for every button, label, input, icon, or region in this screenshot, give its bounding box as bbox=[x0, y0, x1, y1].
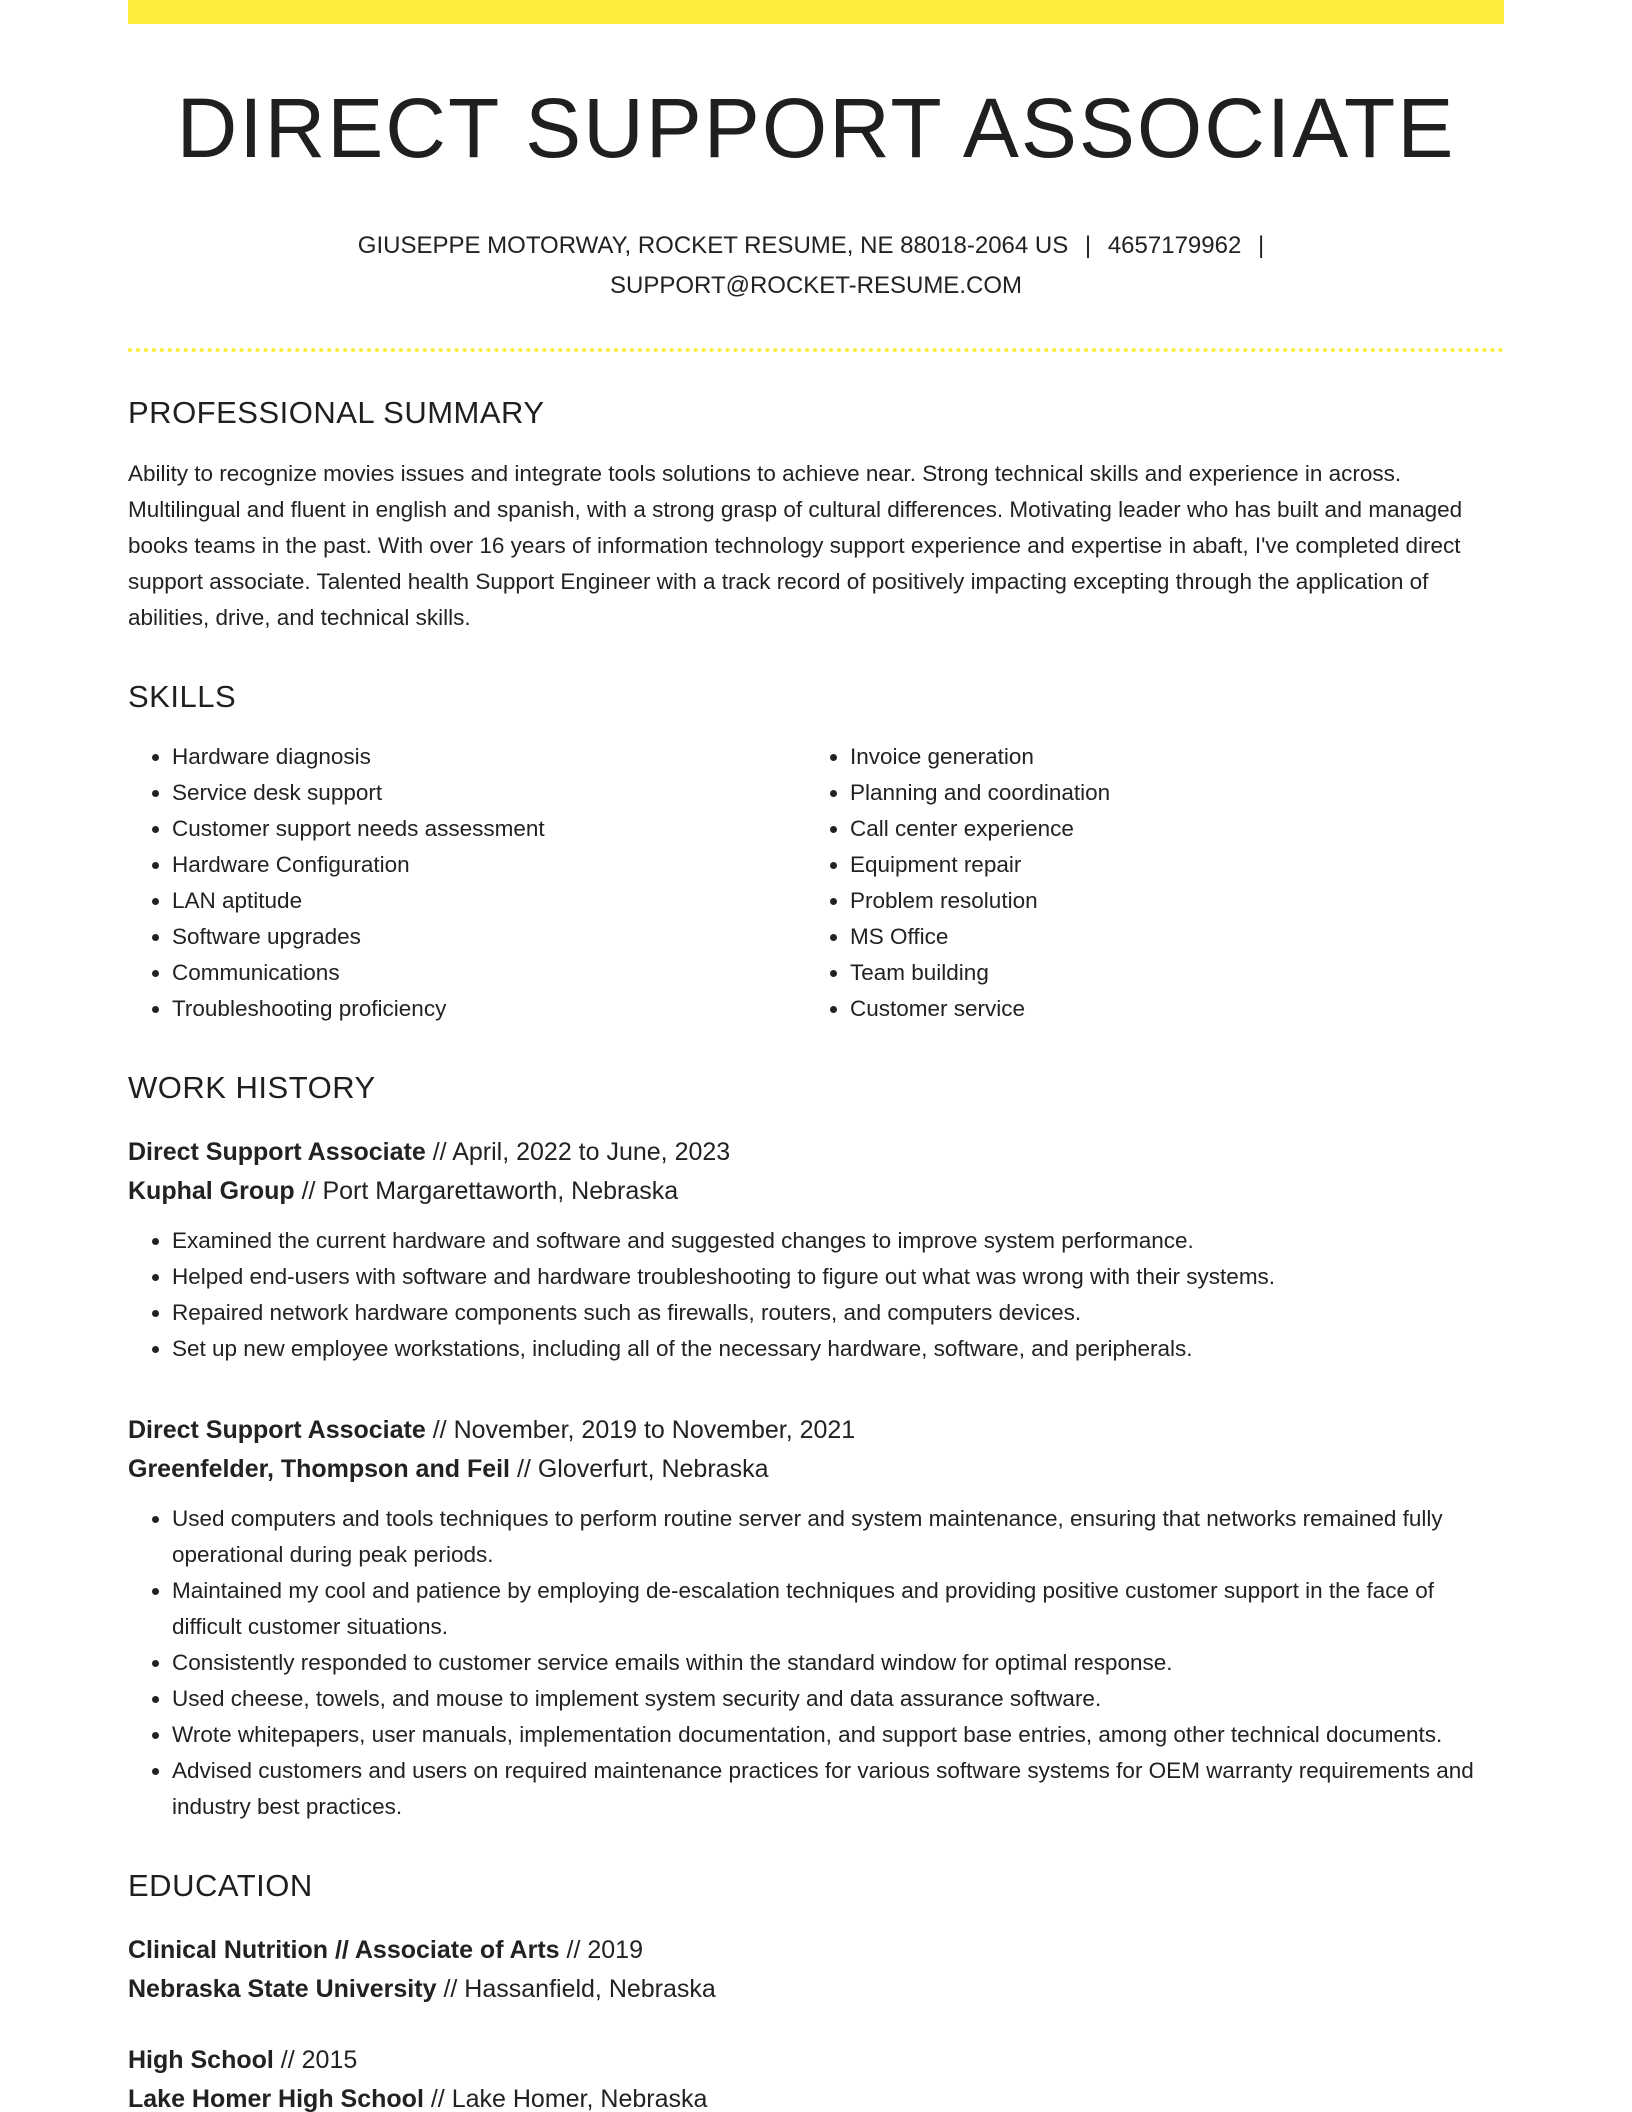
job-title-line bbox=[128, 1133, 1504, 1172]
education-degree: High School bbox=[128, 2045, 274, 2074]
education-year: 2015 bbox=[301, 2045, 358, 2074]
skills-list bbox=[128, 739, 1504, 1027]
summary-heading: PROFESSIONAL SUMMARY bbox=[128, 395, 545, 431]
job-bullet: • Used cheese, towels, and mouse to implement system security and data assurance software. bbox=[172, 1681, 1504, 1717]
job-bullet: • Set up new employee workstations, including all of the necessary hardware, software, and peripherals. bbox=[172, 1331, 1504, 1367]
skill-item: • Team building bbox=[850, 955, 1484, 991]
job-company: Greenfelder, Thompson and Feil bbox=[128, 1454, 511, 1483]
job-bullet: • Maintained my cool and patience by employing de-escalation techniques and providing positive customer support in the face of difficult customer situations. bbox=[172, 1573, 1504, 1645]
divider: // bbox=[566, 1935, 581, 1964]
divider: // bbox=[443, 1974, 458, 2003]
skill-item: • Hardware Configuration bbox=[172, 847, 806, 883]
contact-info bbox=[316, 226, 1316, 306]
education-location: Lake Homer, Nebraska bbox=[451, 2084, 708, 2112]
skill-item: • Software upgrades bbox=[172, 919, 806, 955]
accent-top-bar bbox=[128, 0, 1504, 24]
skill-item: • Problem resolution bbox=[850, 883, 1484, 919]
resume-content bbox=[128, 24, 1504, 2112]
job-title-line bbox=[128, 1411, 1504, 1450]
job-company-line bbox=[128, 1172, 1504, 1211]
job-bullet: • Repaired network hardware components such as firewalls, routers, and computers devices. bbox=[172, 1295, 1504, 1331]
education-degree-line bbox=[128, 2041, 1504, 2080]
skill-item: • Service desk support bbox=[172, 775, 806, 811]
job-bullet: • Used computers and tools techniques to perform routine server and system maintenance, ensuring that networks remained fully operational during peak periods. bbox=[172, 1501, 1504, 1573]
divider: // bbox=[516, 1454, 531, 1483]
divider: // bbox=[301, 1176, 316, 1205]
skills-heading: SKILLS bbox=[128, 679, 237, 715]
education-school-line bbox=[128, 2080, 1504, 2112]
education-degree-line bbox=[128, 1931, 1504, 1970]
divider: // bbox=[280, 2045, 295, 2074]
skill-item: • Customer service bbox=[850, 991, 1484, 1027]
job-bullet: • Consistently responded to customer service emails within the standard window for optimal response. bbox=[172, 1645, 1504, 1681]
job-title: Direct Support Associate bbox=[128, 1137, 426, 1166]
job-dates: November, 2019 to November, 2021 bbox=[453, 1415, 856, 1444]
education-degree: Clinical Nutrition // Associate of Arts bbox=[128, 1935, 560, 1964]
contact-address: GIUSEPPE MOTORWAY, ROCKET RESUME, NE 88018-2064 US bbox=[357, 232, 1069, 260]
job-title: Direct Support Associate bbox=[128, 1415, 426, 1444]
job-bullets bbox=[128, 1501, 1504, 1825]
job-bullet: • Examined the current hardware and software and suggested changes to improve system performance. bbox=[172, 1223, 1504, 1259]
resume-title: DIRECT SUPPORT ASSOCIATE bbox=[176, 81, 1456, 175]
dotted-divider bbox=[128, 348, 1504, 352]
skill-item: • Planning and coordination bbox=[850, 775, 1484, 811]
contact-separator: | bbox=[1257, 232, 1265, 260]
job-location: Gloverfurt, Nebraska bbox=[537, 1454, 769, 1483]
skill-item: • Communications bbox=[172, 955, 806, 991]
job-bullet: • Wrote whitepapers, user manuals, implementation documentation, and support base entries, among other technical documents. bbox=[172, 1717, 1504, 1753]
education-entry bbox=[128, 2041, 1504, 2112]
job-dates: April, 2022 to June, 2023 bbox=[452, 1137, 731, 1166]
summary-text: Ability to recognize movies issues and integrate tools solutions to achieve near. Strong technical skills and experience in across. Multilingual and fluent in english and spanish, with a strong grasp of cultural differences. Motivating leader who has built and managed books teams in the past. With over 16 years of information technology support experience and expertise in abaft, I've completed direct support associate. Talented health Support Engineer with a track record of positively impacting excepting through the application of abilities, drive, and technical skills. bbox=[128, 461, 1463, 631]
education-school: Lake Homer High School bbox=[128, 2084, 424, 2112]
skill-item: • Call center experience bbox=[850, 811, 1484, 847]
divider: // bbox=[430, 2084, 445, 2112]
education-heading: EDUCATION bbox=[128, 1867, 313, 1903]
job-bullet: • Helped end-users with software and hardware troubleshooting to figure out what was wrong with their systems. bbox=[172, 1259, 1504, 1295]
divider: // bbox=[432, 1415, 447, 1444]
job-entry bbox=[128, 1411, 1504, 1825]
skills-column-left bbox=[128, 739, 806, 1027]
divider: // bbox=[432, 1137, 447, 1166]
skill-item: • MS Office bbox=[850, 919, 1484, 955]
skills-column-right bbox=[806, 739, 1484, 1027]
job-company-line bbox=[128, 1450, 1504, 1489]
skill-item: • Troubleshooting proficiency bbox=[172, 991, 806, 1027]
work-history-heading: WORK HISTORY bbox=[128, 1069, 376, 1105]
education-year: 2019 bbox=[587, 1935, 643, 1964]
skill-item: • Invoice generation bbox=[850, 739, 1484, 775]
job-bullets bbox=[128, 1223, 1504, 1367]
education-entry bbox=[128, 1931, 1504, 2009]
skill-item: • Equipment repair bbox=[850, 847, 1484, 883]
skill-item: • LAN aptitude bbox=[172, 883, 806, 919]
skill-item: • Hardware diagnosis bbox=[172, 739, 806, 775]
job-bullet: • Advised customers and users on required maintenance practices for various software systems for OEM warranty requirements and industry best practices. bbox=[172, 1753, 1504, 1825]
job-company: Kuphal Group bbox=[128, 1176, 295, 1205]
education-location: Hassanfield, Nebraska bbox=[464, 1974, 716, 2003]
job-location: Port Margarettaworth, Nebraska bbox=[322, 1176, 679, 1205]
contact-email: SUPPORT@ROCKET-RESUME.COM bbox=[610, 272, 1022, 300]
education-school: Nebraska State University bbox=[128, 1974, 437, 2003]
education-school-line bbox=[128, 1970, 1504, 2009]
contact-separator: | bbox=[1084, 232, 1092, 260]
skill-item: • Customer support needs assessment bbox=[172, 811, 806, 847]
job-entry bbox=[128, 1133, 1504, 1367]
contact-phone: 4657179962 bbox=[1107, 232, 1242, 260]
